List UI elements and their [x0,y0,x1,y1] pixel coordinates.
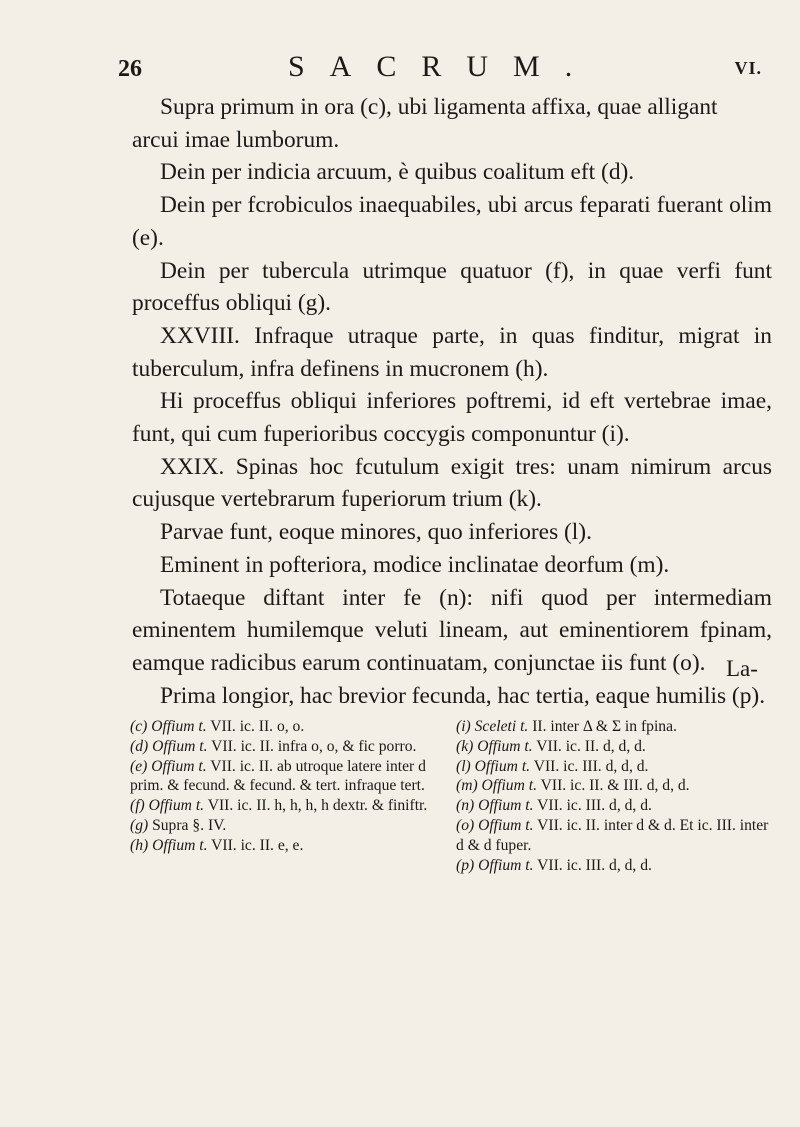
footnote [456,856,776,876]
footnote [456,796,776,816]
section-number: VI. [734,58,762,78]
footnote [130,836,450,856]
footnote-text: II. inter Δ & Σ in fpina. [528,718,677,735]
footnote-text: VII. ic. II. o, o. [206,718,305,735]
footnote-label: (e) Offium t. [130,757,207,775]
footnote-label: (p) Offium t. [456,856,534,874]
footnote-label: (n) Offium t. [456,797,534,815]
footnote-text: Supra §. IV. [148,816,227,834]
footnote-label: (h) Offium t. [130,836,208,854]
paragraph: Hi proceffus obliqui inferiores poftremi, id eft vertebrae imae, funt, qui cum fuperioribus coccygis componuntur (i). [132,388,772,448]
footnote-label: (o) Offium t. [456,816,534,834]
footnote [130,717,450,737]
footnote-label: (f) Offium t. [130,797,205,815]
paragraph: Dein per indicia arcuum, è quibus coalitum eft (d). [160,159,635,186]
footnote [456,776,776,796]
footnote [130,816,450,836]
footnote-label: (m) Offium t. [456,777,537,795]
footnote [456,737,776,757]
footnote-label: (k) Offium t. [456,737,533,755]
main-text [132,91,772,712]
footnote-label: (c) Offium t. [130,718,207,735]
paragraph: Dein per fcrobiculos inaequabiles, ubi arcus feparati fuerant olim (e). [132,192,772,251]
footnote-label: (g) [130,816,149,834]
footnote [456,717,776,737]
paragraph: Totaeque diftant inter fe (n): nifi quod per intermediam eminentem humilemque veluti lineam, aut eminentiorem fpinam, eamque radicibus earum continuatam, conjunctae iis funt (o). [132,584,772,676]
page-number: 26 [118,56,142,82]
footnote-text: VII. ic. II. d, d, d. [532,737,646,755]
footnote-text: VII. ic. II. h, h, h, h dextr. & finiftr. [204,797,428,815]
footnote-text: VII. ic. III. d, d, d. [533,797,652,815]
paragraph: XXIX. Spinas hoc fcutulum exigit tres: unam nimirum arcus cujusque vertebrarum fuperiorum trium (k). [132,453,772,513]
page-title: SACRUM. [288,50,598,83]
paragraph: Prima longior, hac brevior fecunda, hac tertia, eaque humilis (p). [160,682,766,709]
running-header [118,50,768,90]
footnote-text: VII. ic. III. d, d, d. [530,757,649,775]
footnote-text: VII. ic. II. & III. d, d, d. [537,777,690,795]
footnote-text: VII. ic. II. e, e. [207,836,304,854]
paragraph: Supra primum in ora (c), ubi ligamenta affixa, quae alligant [160,94,718,120]
paragraph: XXVIII. Infraque utraque parte, in quas finditur, migrat in tuberculum, infra definens in mucronem (h). [132,322,772,382]
footnote [130,737,450,757]
footnote-text: VII. ic. III. d, d, d. [533,856,652,874]
footnote-text: VII. ic. II. infra o, o, & fic porro. [207,737,417,755]
footnote-label: (d) Offium t. [130,737,208,755]
footnote [130,796,450,816]
paragraph: Parvae funt, eoque minores, quo inferiores (l). [160,519,592,546]
footnote-text: VII. ic. II. inter d & d. Et ic. III. inter d & d fuper. [456,816,769,854]
footnote [456,816,776,856]
footnote-label: (l) Offium t. [456,757,531,775]
paragraph: arcui imae lumborum. [132,126,340,153]
footnote-text: VII. ic. II. ab utroque latere inter d prim. & fecund. & fecund. & tert. infraque tert. [130,757,426,795]
catchword: La- [726,656,758,681]
footnote [456,757,776,777]
paragraph: Eminent in pofteriora, modice inclinatae deorfum (m). [160,551,670,578]
footnotes-left-column [130,717,450,856]
footnotes-right-column [456,717,776,875]
footnote [130,757,450,797]
footnote-label: (i) Sceleti t. [456,718,529,735]
paragraph: Dein per tubercula utrimque quatuor (f), in quae verfi funt proceffus obliqui (g). [132,257,772,317]
